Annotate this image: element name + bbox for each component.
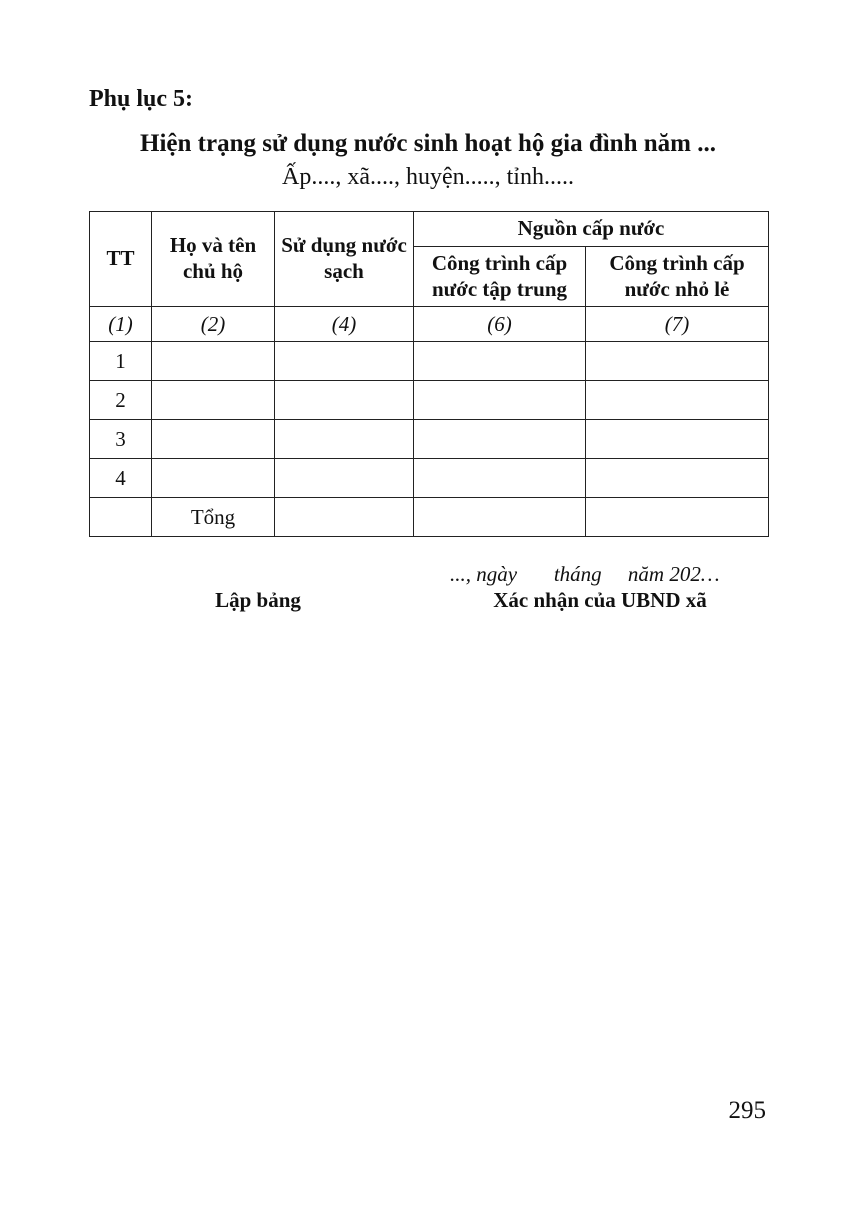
table-cell — [152, 381, 275, 420]
commune-confirmation-label: Xác nhận của UBND xã — [493, 588, 707, 612]
table-cell — [275, 498, 414, 537]
table-cell — [275, 459, 414, 498]
table-cell: (1) — [90, 307, 152, 342]
table-cell: (2) — [152, 307, 275, 342]
header-owner: Họ và tên chủ hộ — [152, 212, 275, 307]
page-subtitle: Ấp...., xã...., huyện....., tỉnh..... — [282, 164, 574, 190]
table-cell: (4) — [275, 307, 414, 342]
table-cell — [90, 498, 152, 537]
table-cell — [152, 459, 275, 498]
appendix-label: Phụ lục 5: — [89, 86, 194, 112]
table-row — [90, 459, 769, 498]
page-number: 295 — [728, 1097, 766, 1124]
total-label: Tổng — [152, 498, 275, 537]
table-cell — [414, 459, 586, 498]
table-cell: 1 — [90, 342, 152, 381]
table-cell: 2 — [90, 381, 152, 420]
table-cell — [414, 420, 586, 459]
water-usage-table — [89, 211, 769, 537]
header-centralized-supply: Công trình cấp nước tập trung — [414, 247, 586, 307]
table-cell: 4 — [90, 459, 152, 498]
table-index-row — [90, 307, 769, 342]
table-cell — [414, 498, 586, 537]
table-cell: (6) — [414, 307, 586, 342]
prepared-by-label: Lập bảng — [215, 588, 301, 612]
table-cell — [152, 342, 275, 381]
table-header-row — [90, 212, 769, 247]
table-cell — [586, 498, 769, 537]
table-cell — [586, 342, 769, 381]
page-title: Hiện trạng sử dụng nước sinh hoạt hộ gia đình năm ... — [140, 130, 716, 157]
table-cell: 3 — [90, 420, 152, 459]
table-cell — [275, 342, 414, 381]
header-water-source: Nguồn cấp nước — [414, 212, 769, 247]
table-cell — [414, 342, 586, 381]
table-row — [90, 342, 769, 381]
table-cell: (7) — [586, 307, 769, 342]
header-clean-water: Sử dụng nước sạch — [275, 212, 414, 307]
table-cell — [275, 420, 414, 459]
table-cell — [586, 459, 769, 498]
header-small-supply: Công trình cấp nước nhỏ lẻ — [586, 247, 769, 307]
date-line: ..., ngày tháng năm 202… — [450, 562, 720, 586]
table-row — [90, 381, 769, 420]
header-tt: TT — [90, 212, 152, 307]
table-cell — [275, 381, 414, 420]
table-cell — [586, 420, 769, 459]
table-total-row — [90, 498, 769, 537]
table-row — [90, 420, 769, 459]
table-cell — [152, 420, 275, 459]
table-cell — [586, 381, 769, 420]
table-cell — [414, 381, 586, 420]
